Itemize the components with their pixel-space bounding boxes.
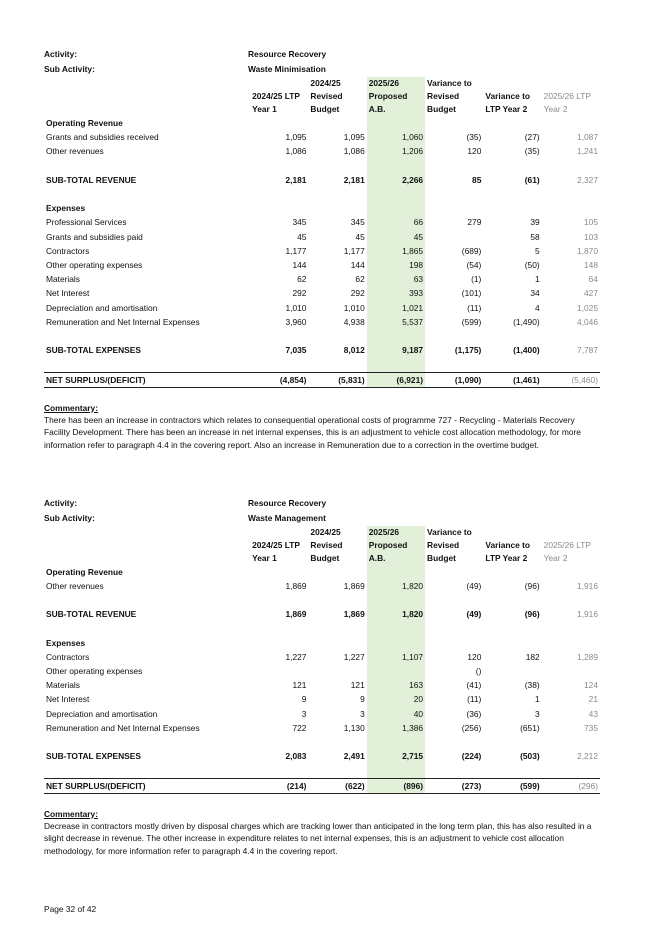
revenue-row xyxy=(44,579,600,593)
cell-value: (1,090) xyxy=(425,372,483,387)
expense-row xyxy=(44,707,600,721)
cell-value: (896) xyxy=(367,778,425,793)
row-label: SUB-TOTAL EXPENSES xyxy=(46,751,141,762)
cell-value: (35) xyxy=(466,132,482,143)
column-header-row xyxy=(44,77,600,90)
cell-value: 40 xyxy=(367,707,425,721)
expense-row xyxy=(44,286,600,300)
row-label: SUB-TOTAL REVENUE xyxy=(46,174,137,185)
subtotal-revenue-row xyxy=(44,607,600,621)
column-header: 2025/26 xyxy=(367,526,425,539)
cell-value: 1,386 xyxy=(367,721,425,735)
column-header xyxy=(483,77,541,90)
cell-value: 1,177 xyxy=(285,245,307,256)
cell-value: 2,327 xyxy=(577,174,598,185)
cell-value: 1,010 xyxy=(343,302,365,313)
column-header: LTP Year 2 xyxy=(485,104,528,114)
row-label: Remuneration and Net Internal Expenses xyxy=(46,316,200,327)
cell-value: 2,212 xyxy=(577,751,598,762)
expenses-heading-label: Expenses xyxy=(46,203,86,214)
cell-value: 39 xyxy=(530,217,540,228)
commentary-text: Decrease in contractors mostly driven by disposal charges which are tracking lower than anticipated in the long term plan, this has also resulted in a slight decrease in revenue. The other increase in expenditure relates to net internal expenses, this is an adjustment to vehicle cost allocation methodology, for more information refer to paragraph 4.4 in the covering report. xyxy=(44,820,592,856)
activity-value: Resource Recovery xyxy=(248,49,327,59)
cell-value: 34 xyxy=(530,288,540,299)
cell-value: 1,869 xyxy=(343,609,365,620)
column-header: 2024/25 xyxy=(310,78,341,88)
expense-row xyxy=(44,272,600,286)
cell-value: 2,715 xyxy=(367,749,425,763)
column-header: 2024/25 xyxy=(310,526,341,537)
column-header: Variance to xyxy=(485,539,531,550)
cell-value: 1,227 xyxy=(285,651,307,662)
cell-value: 1,916 xyxy=(577,609,598,620)
cell-value: 43 xyxy=(588,708,598,719)
activity-row xyxy=(44,496,600,511)
cell-value: 3 xyxy=(535,708,540,719)
cell-value: 62 xyxy=(355,274,365,285)
cell-value: 1,870 xyxy=(577,245,598,256)
cell-value: (49) xyxy=(466,609,482,620)
cell-value: 45 xyxy=(367,230,425,244)
column-header: Proposed xyxy=(367,90,425,103)
cell-value: 148 xyxy=(584,260,598,270)
cell-value: (1,175) xyxy=(454,345,482,356)
column-header: LTP Year 2 xyxy=(485,552,528,563)
cell-value: 45 xyxy=(297,231,307,242)
budget-table xyxy=(44,526,600,794)
column-header xyxy=(483,526,541,539)
column-header: Revised xyxy=(427,91,460,101)
spacer-row xyxy=(44,621,600,635)
cell-value: 64 xyxy=(588,274,598,285)
cell-value: () xyxy=(475,665,482,676)
row-label: NET SURPLUS/(DEFICIT) xyxy=(44,372,250,387)
commentary-title: Commentary: xyxy=(44,808,98,819)
section-waste-minimisation xyxy=(44,47,600,452)
column-header: Revised xyxy=(427,539,460,550)
column-header: 2025/26 LTP xyxy=(543,91,592,101)
cell-value: 5 xyxy=(535,245,540,256)
cell-value: 2,181 xyxy=(343,174,365,185)
row-label: Net Interest xyxy=(46,694,90,705)
cell-value: (35) xyxy=(524,146,540,157)
row-label: Other revenues xyxy=(46,580,104,591)
cell-value: (214) xyxy=(250,778,308,793)
cell-value: 1,227 xyxy=(343,651,365,662)
sub-activity-value: Waste Minimisation xyxy=(248,64,326,74)
cell-value: (256) xyxy=(461,722,482,733)
row-label: NET SURPLUS/(DEFICIT) xyxy=(44,778,250,793)
column-header: Budget xyxy=(310,104,340,114)
cell-value: (27) xyxy=(524,132,540,143)
cell-value: 1,025 xyxy=(577,302,598,313)
expense-row xyxy=(44,721,600,735)
column-header: Budget xyxy=(427,104,456,114)
cell-value: (101) xyxy=(461,288,482,299)
cell-value: 279 xyxy=(467,217,482,228)
cell-value xyxy=(425,230,483,244)
cell-value: 124 xyxy=(584,680,598,691)
row-label: SUB-TOTAL EXPENSES xyxy=(46,345,141,356)
cell-value: 1,177 xyxy=(343,245,365,256)
cell-value: 66 xyxy=(367,215,425,229)
sub-activity-value: Waste Management xyxy=(248,512,326,523)
expense-row xyxy=(44,244,600,258)
cell-value: 63 xyxy=(367,272,425,286)
cell-value: 735 xyxy=(584,722,598,733)
cell-value: (1) xyxy=(471,274,482,285)
cell-value: 292 xyxy=(292,288,307,299)
cell-value: 345 xyxy=(350,217,365,228)
cell-value: (41) xyxy=(466,680,482,691)
column-header xyxy=(250,77,308,90)
column-header: Year 2 xyxy=(543,104,568,114)
column-header-row xyxy=(44,539,600,552)
page-footer: Page 32 of 42 xyxy=(44,904,97,914)
column-header xyxy=(542,526,600,539)
cell-value: 345 xyxy=(292,217,307,228)
expenses-heading-label: Expenses xyxy=(46,637,86,648)
cell-value: 198 xyxy=(367,258,425,272)
cell-value: 144 xyxy=(292,260,307,270)
net-surplus-row xyxy=(44,778,600,793)
expense-row xyxy=(44,315,600,329)
revenue-row xyxy=(44,144,600,158)
activity-value: Resource Recovery xyxy=(248,497,327,508)
expense-row xyxy=(44,258,600,272)
cell-value: 2,491 xyxy=(343,751,365,762)
spacer-row xyxy=(44,735,600,749)
cell-value: (503) xyxy=(520,751,540,762)
cell-value: 4,046 xyxy=(577,316,598,327)
column-header: 2024/25 LTP xyxy=(252,539,300,550)
row-label: Professional Services xyxy=(46,217,127,228)
column-header: Revised xyxy=(310,91,343,101)
cell-value: 58 xyxy=(530,231,540,242)
cell-value: 1,820 xyxy=(367,579,425,593)
row-label: Other operating expenses xyxy=(46,665,143,676)
cell-value: 4 xyxy=(535,302,540,313)
commentary-text: There has been an increase in contractors which relates to consequential operational costs of programme 727 - Recycling - Materials Recovery Facility Development. There has been an increase in net internal expenses, this is an adjustment to vehicle cost allocation methodology, for more information refer to paragraph 4.4 in the covering report. Also an increase in Remuneration due to a correction in the overtime budget. xyxy=(44,414,581,450)
cell-value: 9 xyxy=(360,694,365,705)
cell-value xyxy=(367,664,425,678)
cell-value: 121 xyxy=(292,680,307,691)
cell-value: 3 xyxy=(360,708,365,719)
cell-value: (11) xyxy=(467,694,482,705)
cell-value: (651) xyxy=(520,722,540,733)
sub-activity-row xyxy=(44,62,600,77)
cell-value: (96) xyxy=(524,580,540,591)
row-label: Contractors xyxy=(46,651,90,662)
row-label: Depreciation and amortisation xyxy=(46,708,158,719)
column-header: Year 2 xyxy=(543,552,568,563)
sub-activity-label: Sub Activity: xyxy=(44,512,95,523)
cell-value: 85 xyxy=(472,174,482,185)
cell-value: (54) xyxy=(466,260,482,270)
cell-value: 4,938 xyxy=(343,316,365,327)
spacer-row xyxy=(44,593,600,607)
cell-value: (273) xyxy=(425,778,483,793)
sub-activity-label: Sub Activity: xyxy=(44,64,95,74)
column-header-row xyxy=(44,90,600,103)
revenue-heading xyxy=(44,116,600,130)
cell-value xyxy=(250,664,308,678)
column-header xyxy=(542,77,600,90)
cell-value: (599) xyxy=(461,316,482,327)
revenue-row xyxy=(44,130,600,144)
spacer-row xyxy=(44,357,600,372)
cell-value: 163 xyxy=(367,678,425,692)
cell-value: 1,206 xyxy=(367,144,425,158)
cell-value: (1,400) xyxy=(513,345,540,356)
expense-row xyxy=(44,692,600,706)
net-surplus-row xyxy=(44,372,600,387)
column-header: 2024/25 LTP xyxy=(252,91,300,101)
cell-value: 9 xyxy=(301,694,307,705)
row-label: Contractors xyxy=(46,245,90,256)
cell-value xyxy=(483,664,541,678)
cell-value: (5,831) xyxy=(308,372,366,387)
section-waste-management xyxy=(44,496,600,858)
column-header-row xyxy=(44,552,600,565)
row-label: Net Interest xyxy=(46,288,90,299)
cell-value: (38) xyxy=(524,680,540,691)
cell-value: 45 xyxy=(355,231,365,242)
cell-value: 1,095 xyxy=(343,132,365,143)
activity-label: Activity: xyxy=(44,497,78,508)
cell-value: 2,181 xyxy=(285,174,307,185)
cell-value: 1,820 xyxy=(367,607,425,621)
cell-value: 121 xyxy=(350,680,365,691)
cell-value: 1,241 xyxy=(577,146,598,157)
cell-value: 3,960 xyxy=(285,316,307,327)
cell-value: (689) xyxy=(461,245,482,256)
cell-value: (622) xyxy=(308,778,366,793)
sub-activity-row xyxy=(44,511,600,526)
cell-value: 722 xyxy=(292,722,307,733)
cell-value: 21 xyxy=(588,694,598,705)
expense-row xyxy=(44,678,600,692)
spacer-row xyxy=(44,159,600,173)
subtotal-expenses-row xyxy=(44,749,600,763)
column-header: A.B. xyxy=(367,552,425,565)
cell-value: 120 xyxy=(467,651,482,662)
row-label: Grants and subsidies paid xyxy=(46,231,143,242)
cell-value: (6,921) xyxy=(367,372,425,387)
column-header-row xyxy=(44,526,600,539)
column-header: Budget xyxy=(310,552,340,563)
budget-table xyxy=(44,77,600,388)
cell-value: 1,289 xyxy=(577,651,598,662)
cell-value: 62 xyxy=(297,274,307,285)
cell-value: 1,095 xyxy=(285,132,307,143)
cell-value: (96) xyxy=(524,609,540,620)
page xyxy=(44,47,600,858)
cell-value: 1,086 xyxy=(285,146,307,157)
cell-value: 1,060 xyxy=(367,130,425,144)
cell-value: 1,087 xyxy=(577,132,598,143)
cell-value: 182 xyxy=(525,651,540,662)
commentary-title: Commentary: xyxy=(44,402,98,413)
column-header: 2025/26 LTP xyxy=(543,539,592,550)
cell-value: 144 xyxy=(350,260,365,270)
cell-value: 1,865 xyxy=(367,244,425,258)
cell-value: 292 xyxy=(350,288,365,299)
cell-value: 427 xyxy=(584,288,598,299)
row-label: SUB-TOTAL REVENUE xyxy=(46,609,137,620)
cell-value: 1,130 xyxy=(343,722,365,733)
column-header xyxy=(250,526,308,539)
cell-value: (61) xyxy=(524,174,540,185)
cell-value: (36) xyxy=(466,708,482,719)
expense-row xyxy=(44,215,600,229)
expense-row xyxy=(44,664,600,678)
column-header: Year 1 xyxy=(252,104,277,114)
column-header: Budget xyxy=(427,552,456,563)
activity-row xyxy=(44,47,600,62)
cell-value: (4,854) xyxy=(250,372,308,387)
expenses-heading xyxy=(44,636,600,650)
cell-value: (296) xyxy=(542,778,600,793)
cell-value xyxy=(308,664,366,678)
cell-value: 1 xyxy=(535,694,540,705)
cell-value: 1,107 xyxy=(367,650,425,664)
cell-value: 7,035 xyxy=(285,345,307,356)
cell-value: 120 xyxy=(467,146,482,157)
activity-label: Activity: xyxy=(44,49,78,59)
cell-value: (599) xyxy=(483,778,541,793)
cell-value: 393 xyxy=(367,286,425,300)
cell-value: 9,187 xyxy=(367,343,425,357)
cell-value: 1,010 xyxy=(285,302,307,313)
cell-value: 1 xyxy=(535,274,540,285)
row-label: Materials xyxy=(46,274,80,285)
cell-value: (5,460) xyxy=(542,372,600,387)
column-header: 2025/26 xyxy=(367,77,425,90)
cell-value: 1,869 xyxy=(343,580,365,591)
column-header: Variance to xyxy=(485,91,531,101)
column-header: Year 1 xyxy=(252,552,277,563)
row-label: Depreciation and amortisation xyxy=(46,302,158,313)
spacer-row xyxy=(44,763,600,778)
revenue-heading-label: Operating Revenue xyxy=(46,118,123,128)
expense-row xyxy=(44,230,600,244)
cell-value: 1,916 xyxy=(577,580,598,591)
column-header: A.B. xyxy=(367,103,425,116)
row-label: Remuneration and Net Internal Expenses xyxy=(46,722,200,733)
cell-value: 103 xyxy=(584,231,598,242)
cell-value: (1,461) xyxy=(483,372,541,387)
revenue-heading xyxy=(44,565,600,579)
cell-value: 105 xyxy=(584,217,598,228)
row-label: Other revenues xyxy=(46,146,104,157)
cell-value: 20 xyxy=(367,692,425,706)
column-header: Revised xyxy=(310,539,343,550)
cell-value: 1,021 xyxy=(367,301,425,315)
spacer-row xyxy=(44,187,600,201)
row-label: Other operating expenses xyxy=(46,260,143,270)
cell-value: (49) xyxy=(466,580,482,591)
cell-value: 2,083 xyxy=(285,751,307,762)
cell-value: 3 xyxy=(301,708,307,719)
row-label: Grants and subsidies received xyxy=(46,132,159,143)
cell-value: 1,086 xyxy=(343,146,365,157)
expense-row xyxy=(44,301,600,315)
cell-value: 8,012 xyxy=(343,345,365,356)
revenue-heading-label: Operating Revenue xyxy=(46,566,123,577)
cell-value: (11) xyxy=(467,302,482,313)
column-header: Variance to xyxy=(427,78,472,88)
expenses-heading xyxy=(44,201,600,215)
cell-value: (50) xyxy=(524,260,540,270)
cell-value: 1,869 xyxy=(285,580,307,591)
cell-value: 2,266 xyxy=(367,173,425,187)
subtotal-revenue-row xyxy=(44,173,600,187)
spacer-row xyxy=(44,329,600,343)
cell-value: 5,537 xyxy=(367,315,425,329)
expense-row xyxy=(44,650,600,664)
column-header: Variance to xyxy=(427,526,472,537)
cell-value: (1,490) xyxy=(513,316,540,327)
column-header: Proposed xyxy=(367,539,425,552)
subtotal-expenses-row xyxy=(44,343,600,357)
column-header-row xyxy=(44,103,600,116)
row-label: Materials xyxy=(46,680,80,691)
cell-value: 7,787 xyxy=(577,345,598,356)
cell-value xyxy=(542,664,600,678)
cell-value: 1,869 xyxy=(285,609,307,620)
cell-value: (224) xyxy=(461,751,482,762)
